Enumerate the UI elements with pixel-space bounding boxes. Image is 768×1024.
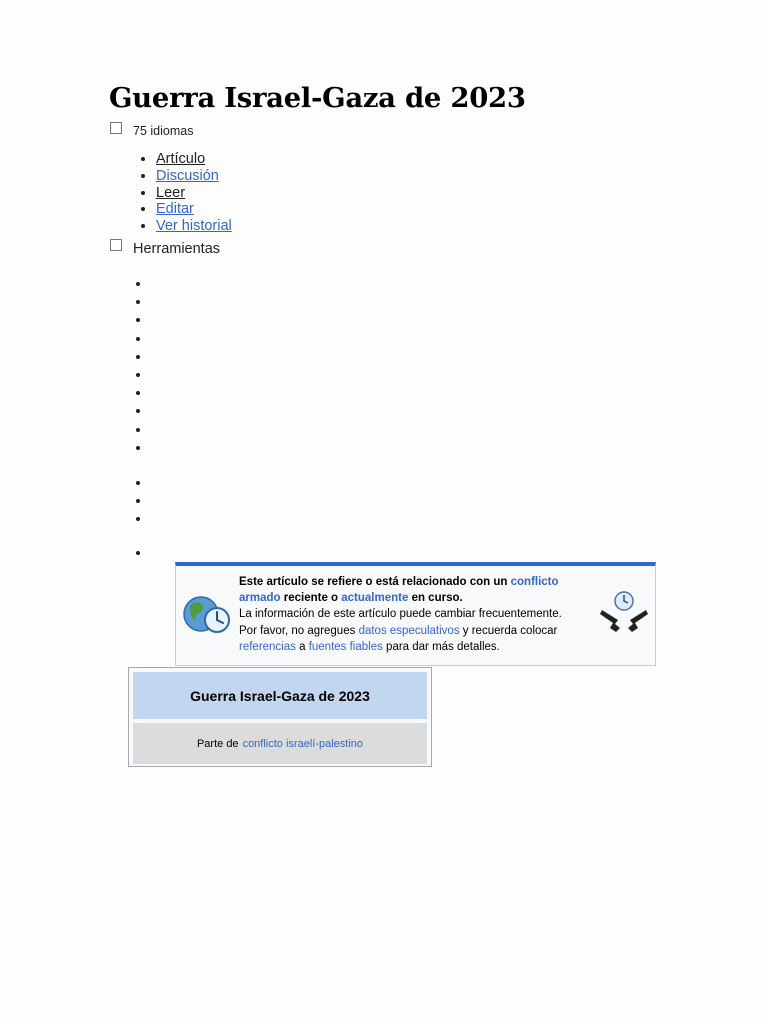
israeli-palestinian-conflict-link[interactable]: conflicto israelí-palestino [242, 737, 364, 750]
notice-text: a [295, 640, 309, 653]
crossed-pistols-icon [598, 590, 650, 634]
tools-list-tertiary [133, 545, 150, 563]
notice-text: en curso. [408, 592, 463, 605]
languages-button[interactable]: 75 idiomas [133, 124, 194, 138]
part-of-label: Parte de [196, 737, 239, 750]
tools-button[interactable]: Herramientas [133, 241, 221, 257]
notice-text: Por favor, no agregues [239, 624, 359, 637]
tab-discussion-link[interactable]: Discusión [156, 167, 219, 184]
tab-history-link[interactable]: Ver historial [156, 218, 232, 235]
page-tabs [139, 151, 232, 235]
current-event-notice [175, 562, 656, 666]
tools-toggle-checkbox[interactable] [110, 239, 122, 251]
languages-toggle-checkbox[interactable] [110, 122, 122, 134]
infobox [128, 667, 432, 767]
tab-read [156, 185, 232, 202]
notice-message [239, 574, 591, 655]
notice-text: Este artículo se refiere o está relacionado con un [239, 576, 511, 588]
tab-article-link[interactable]: Artículo [156, 151, 206, 167]
notice-text: La información de este artículo puede cambiar frecuentemente. [239, 608, 562, 621]
globe-clock-icon [182, 594, 234, 634]
infobox-title: Guerra Israel-Gaza de 2023 [133, 672, 427, 719]
speculative-data-link[interactable]: datos especulativos [358, 624, 460, 637]
tab-history [156, 218, 232, 235]
tab-discussion [156, 168, 232, 185]
notice-text: y recuerda colocar [459, 624, 558, 637]
tab-edit-link[interactable]: Editar [156, 201, 194, 218]
notice-text: reciente o [280, 592, 342, 605]
references-link[interactable]: referencias [239, 640, 296, 653]
tools-list [133, 276, 150, 458]
reliable-sources-link[interactable]: fuentes fiables [308, 640, 383, 653]
tab-article [156, 151, 232, 168]
currently-link[interactable]: actualmente [341, 592, 409, 605]
notice-text: para dar más detalles. [382, 640, 500, 653]
page-title: Guerra Israel-Gaza de 2023 [109, 82, 526, 114]
armed-conflict-link[interactable]: conflicto armado [239, 576, 559, 605]
infobox-part-of [133, 723, 427, 764]
tab-read-link[interactable]: Leer [156, 184, 186, 201]
tab-edit [156, 201, 232, 218]
tools-list-secondary [133, 475, 150, 530]
